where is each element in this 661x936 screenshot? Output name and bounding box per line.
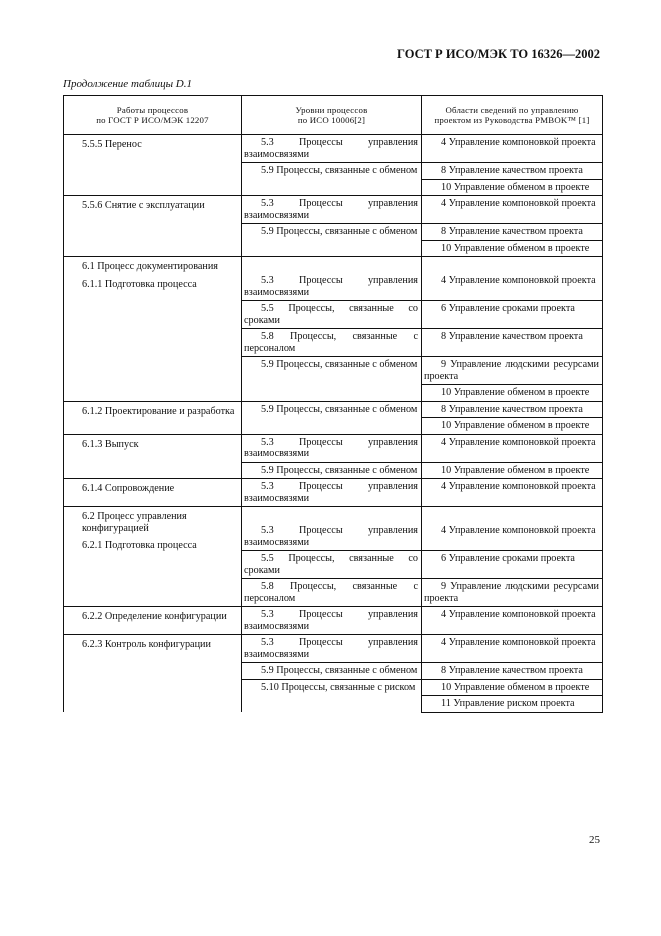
knowledge-area-text: 8 Управление качеством проекта xyxy=(441,665,583,676)
column-header-process-level: Уровни процессов по ИСО 10006[2] xyxy=(242,96,422,135)
knowledge-area-text: 4 Управление компоновкой проекта xyxy=(441,637,596,648)
process-level-cell xyxy=(242,579,422,607)
knowledge-area-text: 4 Управление компоновкой проекта xyxy=(441,481,596,492)
knowledge-area-cell xyxy=(422,434,603,462)
knowledge-area-text: 8 Управление качеством проекта xyxy=(441,331,583,342)
knowledge-area-text: 11 Управление риском проекта xyxy=(441,698,575,709)
knowledge-area-cell xyxy=(422,679,603,696)
process-level-cell xyxy=(242,163,422,196)
knowledge-area-cell xyxy=(422,179,603,196)
process-level-text: 5.9 Процессы, связанные с обменом xyxy=(261,359,418,370)
knowledge-area-cell xyxy=(422,607,603,635)
process-mapping-table xyxy=(63,95,603,713)
knowledge-area-cell xyxy=(422,507,603,551)
process-work-label: 6.2 Процесс управления конфигурацией xyxy=(82,511,187,534)
knowledge-area-text: 8 Управление качеством проекта xyxy=(441,403,583,415)
knowledge-area-text: 4 Управление компоновкой проекта xyxy=(441,198,596,209)
knowledge-area-cell xyxy=(422,462,603,479)
process-level-text: 5.3 Процессы управления взаимосвязями xyxy=(244,609,418,632)
process-level-text: 5.9 Процессы, связанные с обменом xyxy=(261,464,418,476)
process-level-text: 5.9 Процессы, связанные с обменом xyxy=(261,665,418,676)
knowledge-area-cell xyxy=(422,551,603,579)
table-continuation-label: Продолжение таблицы D.1 xyxy=(63,78,192,90)
process-level-cell xyxy=(242,329,422,357)
knowledge-area-cell xyxy=(422,418,603,435)
knowledge-area-text: 4 Управление компоновкой проекта xyxy=(441,436,596,448)
knowledge-area-cell xyxy=(422,224,603,241)
table-row xyxy=(64,635,603,663)
knowledge-area-cell xyxy=(422,579,603,607)
knowledge-area-text: 10 Управление обменом в проекте xyxy=(441,681,590,693)
process-work-cell xyxy=(64,434,242,479)
process-work-label: 6.2.2 Определение конфигурации xyxy=(82,611,227,622)
process-work-cell xyxy=(64,507,242,607)
knowledge-area-text: 10 Управление обменом в проекте xyxy=(441,420,590,431)
process-work-label: 6.1.3 Выпуск xyxy=(82,438,139,450)
process-level-cell xyxy=(242,401,422,434)
process-level-cell xyxy=(242,224,422,257)
process-level-cell xyxy=(242,507,422,551)
knowledge-area-cell xyxy=(422,401,603,418)
process-level-text: 5.9 Процессы, связанные с обменом xyxy=(261,226,418,237)
knowledge-area-text: 4 Управление компоновкой проекта xyxy=(441,525,596,536)
spacer xyxy=(242,507,421,523)
process-level-text: 5.10 Процессы, связанные с риском xyxy=(261,681,416,693)
knowledge-area-cell xyxy=(422,357,603,385)
process-work-label: 6.1.4 Сопровождение xyxy=(82,483,175,494)
knowledge-area-text: 10 Управление обменом в проекте xyxy=(441,387,590,398)
process-work-cell xyxy=(64,635,242,713)
table-row xyxy=(64,507,603,551)
knowledge-area-cell xyxy=(422,240,603,257)
process-level-cell xyxy=(242,301,422,329)
table-header-row xyxy=(64,96,603,135)
spacer xyxy=(242,257,421,273)
process-work-cell xyxy=(64,257,242,402)
knowledge-area-cell xyxy=(422,696,603,713)
process-level-text: 5.9 Процессы, связанные с обменом xyxy=(261,165,418,176)
process-level-text: 5.3 Процессы управления взаимосвязями xyxy=(244,137,418,160)
knowledge-area-cell xyxy=(422,163,603,180)
table-row xyxy=(64,196,603,224)
knowledge-area-cell xyxy=(422,135,603,163)
process-work-cell xyxy=(64,196,242,257)
knowledge-area-text: 10 Управление обменом в проекте xyxy=(441,464,590,476)
column-header-process-work: Работы процессов по ГОСТ Р ИСО/МЭК 12207 xyxy=(64,96,242,135)
knowledge-area-cell xyxy=(422,257,603,301)
process-work-cell xyxy=(64,135,242,196)
process-level-text: 5.3 Процессы управления взаимосвязями xyxy=(244,198,418,221)
process-level-text: 5.5 Процессы, связанные со сроками xyxy=(244,553,418,576)
process-work-cell xyxy=(64,607,242,635)
knowledge-area-text: 6 Управление сроками проекта xyxy=(441,303,575,314)
spacer xyxy=(422,257,602,273)
knowledge-area-text: 4 Управление компоновкой проекта xyxy=(441,275,596,286)
process-level-text: 5.5 Процессы, связанные со сроками xyxy=(244,303,418,326)
knowledge-area-cell xyxy=(422,301,603,329)
table-body xyxy=(64,135,603,713)
process-level-cell xyxy=(242,635,422,663)
process-work-label: 6.1 Процесс документирования xyxy=(82,261,218,272)
table-row xyxy=(64,135,603,163)
process-work-label: 6.2.1 Подготовка процесса xyxy=(82,540,197,551)
process-level-cell xyxy=(242,479,422,507)
process-level-cell xyxy=(242,135,422,163)
table-row xyxy=(64,607,603,635)
column-header-knowledge-area: Области сведений по управлению проектом из Руководства PMBOK™ [1] xyxy=(422,96,603,135)
process-level-cell xyxy=(242,679,422,712)
process-work-label: 6.2.3 Контроль конфигурации xyxy=(82,639,211,650)
knowledge-area-text: 10 Управление обменом в проекте xyxy=(441,242,590,254)
knowledge-area-cell xyxy=(422,196,603,224)
process-level-cell xyxy=(242,257,422,301)
process-level-cell xyxy=(242,357,422,402)
knowledge-area-cell xyxy=(422,663,603,680)
process-work-cell xyxy=(64,479,242,507)
process-level-text: 5.8 Процессы, связанные с персоналом xyxy=(244,581,418,604)
knowledge-area-cell xyxy=(422,385,603,402)
table-row xyxy=(64,434,603,462)
knowledge-area-text: 6 Управление сроками проекта xyxy=(441,553,575,564)
process-level-cell xyxy=(242,607,422,635)
process-level-text: 5.3 Процессы управления взаимосвязями xyxy=(244,481,418,504)
knowledge-area-text: 8 Управление качеством проекта xyxy=(441,226,583,237)
knowledge-area-text: 4 Управление компоновкой проекта xyxy=(441,609,596,620)
process-level-text: 5.8 Процессы, связанные с персоналом xyxy=(244,331,418,354)
process-level-cell xyxy=(242,551,422,579)
process-level-text: 5.9 Процессы, связанные с обменом xyxy=(261,403,418,415)
knowledge-area-cell xyxy=(422,635,603,663)
knowledge-area-text: 10 Управление обменом в проекте xyxy=(441,181,590,193)
knowledge-area-text: 9 Управление людскими ресурсами проекта xyxy=(424,359,599,382)
table-row xyxy=(64,479,603,507)
process-level-text: 5.3 Процессы управления взаимосвязями xyxy=(244,275,418,298)
process-level-text: 5.3 Процессы управления взаимосвязями xyxy=(244,436,418,459)
table-row xyxy=(64,257,603,301)
process-level-cell xyxy=(242,663,422,680)
spacer xyxy=(422,507,602,523)
knowledge-area-text: 8 Управление качеством проекта xyxy=(441,165,583,176)
process-level-cell xyxy=(242,196,422,224)
process-level-text: 5.3 Процессы управления взаимосвязями xyxy=(244,525,418,548)
knowledge-area-text: 4 Управление компоновкой проекта xyxy=(441,137,596,148)
page-number: 25 xyxy=(589,834,600,846)
process-work-label: 5.5.6 Снятие с эксплуатации xyxy=(82,200,205,211)
process-work-label: 6.1.2 Проектирование и разработка xyxy=(82,405,235,417)
knowledge-area-cell xyxy=(422,329,603,357)
table-row xyxy=(64,401,603,418)
knowledge-area-cell xyxy=(422,479,603,507)
process-level-text: 5.3 Процессы управления взаимосвязями xyxy=(244,637,418,660)
knowledge-area-text: 9 Управление людскими ресурсами проекта xyxy=(424,581,599,604)
process-level-cell xyxy=(242,462,422,479)
process-work-label: 6.1.1 Подготовка процесса xyxy=(82,278,197,290)
process-work-label: 5.5.5 Перенос xyxy=(82,139,142,150)
process-work-cell xyxy=(64,401,242,434)
process-level-cell xyxy=(242,434,422,462)
document-header: ГОСТ Р ИСО/МЭК ТО 16326—2002 xyxy=(397,47,600,61)
